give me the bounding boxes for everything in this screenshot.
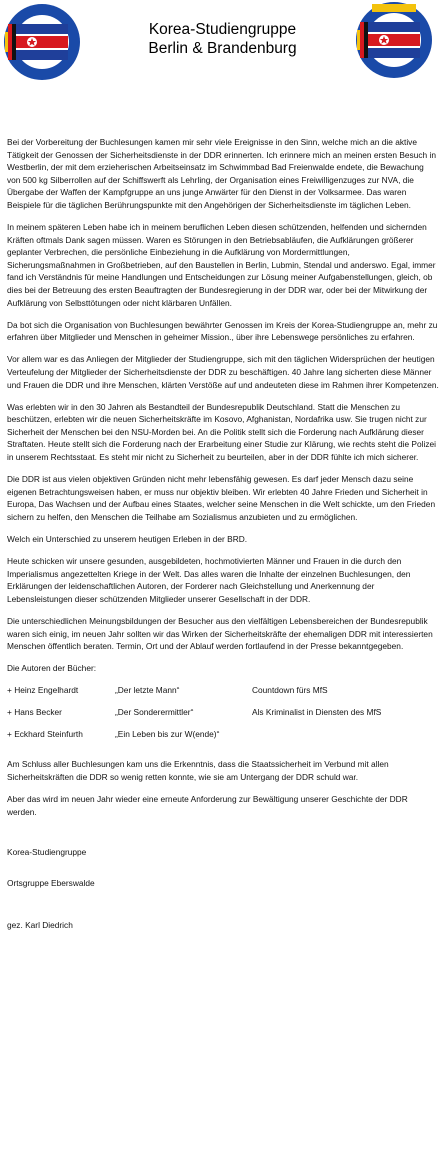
paragraph: Bei der Vorbereitung der Buchlesungen kamen mir sehr viele Ereignisse in den Sinn, welche mich an die aktive Tätigkeit der Genossen der Sicherheitsdienste in der DDR erinnerten. Ich erinnere mich an meinen ersten Besuch in Westberlin, der mit dem erzieherischen Arbeitseinsatz im Schwimmbad Bad Freienwalde endete, die Bewachung von 500 kg Silberrollen auf der Schiffswerft als Lehrling, der Organisation eines Freiwilligenzuges zur NVA, die Übergabe der Waffen der Kampfgruppe an uns junge Anwärter für den Dienst in der Volksarmee. Das waren Beispiele für die täglichen Berührungspunkte mit den Angehörigen der Sicherheitsdienste im täglichen Leben. <box>7 137 436 210</box>
header <box>0 0 445 100</box>
closing-paragraph: Aber das wird im neuen Jahr wieder eine erneute Anforderung zur Bewältigung unserer Geschichte der DDR werden. <box>7 794 408 817</box>
closing-paragraph: Am Schluss aller Buchlesungen kam uns die Erkenntnis, dass die Staatssicherheit im Verbund mit allen Sicherheitskräften die DDR so wenig retten konnte, wie sie am Untergang der DDR schuld war. <box>7 759 389 782</box>
signature-group: Ortsgruppe Eberswalde <box>7 877 95 888</box>
signature-org: Korea-Studiengruppe <box>7 847 87 858</box>
paragraph: Was erlebten wir in den 30 Jahren als Bestandteil der Bundesrepublik Deutschland. Statt die Menschen zu beschützen, erlebten wir die neuen Sicherheitskräfte im Kosovo, Afghanistan, Nordafrika usw. Sie trugen nicht zur Sicherheit der Menschen bei den NSU-Morden bei. An die Politik stellt sich die Forderung nach Aufklärung dieser Straftaten. Heute stellt sich die Forderung nach der Erarbeitung einer Studie zur Klärung, wie rechts steht die Polizei in unserem Rechtsstaat. Es steht mir nicht zu Sicherheit zu beurteilen, aber in der DDR fühlte ich mich sicherer. <box>7 401 437 463</box>
author-name: + Hans Becker <box>7 707 62 718</box>
flag-icon <box>368 22 420 58</box>
flag-icon <box>16 24 68 60</box>
book-title: „Der letzte Mann“ <box>115 685 180 696</box>
signature-name: gez. Karl Diedrich <box>7 920 73 931</box>
author-row <box>7 706 439 728</box>
paragraph: Die DDR ist aus vielen objektiven Gründen nicht mehr lebensfähig gewesen. Es darf jeder Mensch dazu seine eigenen Betrachtungsweisen haben, er muss nur objektiv bleiben. Wir erlebten 40 Jahre Frieden und Sicherheit in Europa, Das Wachsen und der Aufbau eines Staates, welcher seine Menschen in die Welt schickte, um den Frieden sichern zu helfen, den Menschen die Teilhabe am Sozialismus anzubieten und zu ermöglichen. <box>7 474 436 522</box>
book-title: „Der Sonderermittler“ <box>115 707 194 718</box>
paragraph: In meinem späteren Leben habe ich in meinem beruflichen Leben diesen schützenden, helfenden und sichernden Kräften oftmals Dank sagen müssen. Waren es Störungen in den Betriebsabläufen, die Aufklärungen größerer geplanter Verbrechen, die persönliche Einbeziehung in die Aufklärung von Mordermittlungen, Sicherungsmaßnahmen in Großbetrieben, auf den Baustellen in Berlin, Lubmin, Stendal und anderswo. Egal, immer fand ich Verständnis für meine Handlungen und Entscheidungen zur Lösung meiner Aufgabenstellungen, gleich, ob dies bei der Betreuung des ersten Beauftragten der Bundesregierung in der DDR war, oder bei der Mitwirkung der Aufklärung von Selbsttötungen oder nicht klärbaren Unfällen. <box>7 222 436 308</box>
authors-list <box>7 684 439 750</box>
author-row <box>7 684 439 706</box>
paragraph: Heute schicken wir unsere gesunden, ausgebildeten, hochmotivierten Männer und Frauen in die durch den Imperialismus angezettelten Kriege in der Welt. Das alles waren die Inhalte der einzelnen Buchlesungen, den Erklärungen der leidenschaftlichen Autoren, der Forderer nach Gleichstellung und Anerkennung der Lebensleistungen dieser schützenden Mitglieder unserer Gesellschaft in der DDR. <box>7 556 411 604</box>
book-title: „Ein Leben bis zur W(ende)“ <box>115 729 220 740</box>
author-name: + Heinz Engelhardt <box>7 685 79 696</box>
signature-block <box>7 846 439 932</box>
title-line-1: Korea-Studiengruppe <box>148 21 297 38</box>
article-body <box>7 136 439 950</box>
author-row <box>7 728 439 750</box>
title-line-2: Berlin & Brandenburg <box>148 40 297 57</box>
korea-studiengruppe-logo-right <box>354 0 434 80</box>
paragraph: Vor allem war es das Anliegen der Mitglieder der Studiengruppe, sich mit den täglichen Widersprüchen der heutigen Verteufelung der Mitglieder der Sicherheitsdienste der DDR zu beschäftigen. 40 Jahre lang sicherten diese Männer und Frauen die DDR und ihre Menschen, klärten Verstöße auf und andeuteten diese im Rahmen ihrer Kompetenzen. <box>7 354 439 390</box>
paragraph: Da bot sich die Organisation von Buchlesungen bewährter Genossen im Kreis der Korea-Studiengruppe an, mehr zu erfahren über Mitglieder und Menschen in geheimer Mission., über ihre Lebenswege persönliches zu erfahren. <box>7 319 438 343</box>
authors-heading: Die Autoren der Bücher: <box>7 663 97 674</box>
page-title <box>90 20 355 58</box>
author-name: + Eckhard Steinfurth <box>7 729 83 740</box>
book-subtitle: Als Kriminalist in Diensten des MfS <box>252 707 382 718</box>
paragraph: Die unterschiedlichen Meinungsbildungen der Besucher aus den vielfältigen Lebensbereichen der Bundesrepublik waren sich einig, im neuen Jahr sollten wir das Wirken der Sicherheitskräfte der ehemaligen DDR mit interessierten Menschen öffentlich beraten. Termin, Ort und der Ablauf werden fortlaufend in der Presse bekanntgegeben. <box>7 616 433 652</box>
paragraph: Welch ein Unterschied zu unserem heutigen Erleben in der BRD. <box>7 534 248 545</box>
book-subtitle: Countdown fürs MfS <box>252 685 328 696</box>
korea-studiengruppe-logo-left <box>2 2 82 82</box>
